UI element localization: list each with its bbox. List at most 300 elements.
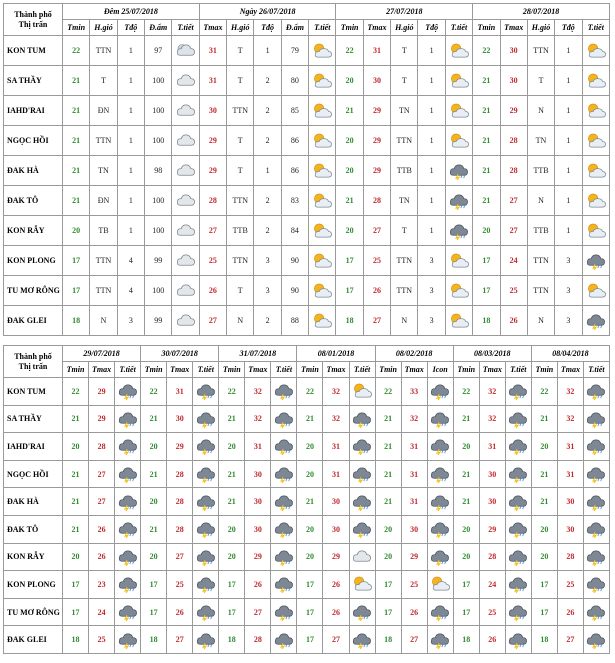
table-row xyxy=(4,515,610,543)
cloudy-icon xyxy=(172,162,198,180)
value-cell: N xyxy=(391,306,418,336)
weather-icon-cell xyxy=(445,126,472,156)
value-cell: 21 xyxy=(531,488,557,516)
partly-sunny-icon xyxy=(350,382,375,400)
cloudy-icon xyxy=(172,102,198,120)
storm-icon xyxy=(584,465,609,483)
storm-icon xyxy=(584,520,609,538)
forecast-table-2 xyxy=(3,345,610,654)
value-cell: TTN xyxy=(90,246,117,276)
partly-sunny-icon xyxy=(446,282,472,300)
value-cell: 29 xyxy=(89,405,115,433)
weather-icon-cell xyxy=(505,543,531,571)
value-cell: 27 xyxy=(363,306,390,336)
value-cell: 1 xyxy=(117,216,144,246)
storm-icon xyxy=(584,410,609,428)
value-cell: 31 xyxy=(323,433,349,461)
value-cell: TTB xyxy=(527,216,554,246)
weather-icon-cell xyxy=(115,598,141,626)
date-group-header: 29/07/2018 xyxy=(63,346,141,362)
table-row xyxy=(4,276,610,306)
value-cell: 1 xyxy=(418,216,445,246)
value-cell: 21 xyxy=(473,96,500,126)
storm-icon xyxy=(428,437,453,455)
weather-icon-cell xyxy=(582,156,609,186)
weather-icon-cell xyxy=(271,515,297,543)
value-cell: 31 xyxy=(557,460,583,488)
weather-icon-cell xyxy=(582,66,609,96)
value-cell: 21 xyxy=(297,488,323,516)
value-cell: 25 xyxy=(479,598,505,626)
column-header: Tmax xyxy=(167,362,193,378)
storm-icon xyxy=(506,631,531,649)
weather-icon-cell xyxy=(349,378,375,406)
partly-cloudy-night-icon xyxy=(172,42,198,60)
value-cell: 29 xyxy=(245,543,271,571)
weather-icon-cell xyxy=(349,405,375,433)
weather-icon-cell xyxy=(309,246,336,276)
weather-icon-cell xyxy=(309,186,336,216)
value-cell: 1 xyxy=(555,186,582,216)
value-cell: 28 xyxy=(167,460,193,488)
value-cell: 20 xyxy=(531,515,557,543)
cloudy-icon xyxy=(172,312,198,330)
storm-icon xyxy=(446,162,472,180)
value-cell: 80 xyxy=(281,66,308,96)
value-cell: 28 xyxy=(167,488,193,516)
storm-icon xyxy=(115,520,140,538)
value-cell: 20 xyxy=(453,515,479,543)
value-cell: 1 xyxy=(254,156,281,186)
weather-icon-cell xyxy=(309,66,336,96)
weather-icon-cell xyxy=(349,626,375,654)
weather-icon-cell xyxy=(172,126,199,156)
value-cell: 17 xyxy=(63,598,89,626)
value-cell: 21 xyxy=(63,488,89,516)
value-cell: 18 xyxy=(473,306,500,336)
value-cell: 20 xyxy=(473,216,500,246)
value-cell: 21 xyxy=(63,156,90,186)
partly-sunny-icon xyxy=(309,102,335,120)
value-cell: 83 xyxy=(281,186,308,216)
value-cell: 3 xyxy=(555,306,582,336)
city-header: Thành phố Thị trấn xyxy=(4,346,63,378)
value-cell: TN xyxy=(391,186,418,216)
column-header: Tmax xyxy=(89,362,115,378)
value-cell: 21 xyxy=(375,433,401,461)
weather-icon-cell xyxy=(583,598,609,626)
partly-sunny-icon xyxy=(309,192,335,210)
value-cell: 17 xyxy=(453,598,479,626)
column-header: Tmax xyxy=(363,20,390,36)
weather-icon-cell xyxy=(193,405,219,433)
weather-icon-cell xyxy=(115,405,141,433)
storm-icon xyxy=(428,465,453,483)
value-cell: 1 xyxy=(555,36,582,66)
weather-icon-cell xyxy=(445,156,472,186)
storm-icon xyxy=(350,520,375,538)
value-cell: 18 xyxy=(531,626,557,654)
value-cell: 29 xyxy=(363,126,390,156)
date-group-header: 27/07/2018 xyxy=(336,4,473,20)
value-cell: 2 xyxy=(254,96,281,126)
value-cell: 20 xyxy=(219,433,245,461)
value-cell: 24 xyxy=(479,571,505,599)
weather-icon-cell xyxy=(445,96,472,126)
value-cell: 30 xyxy=(167,405,193,433)
partly-sunny-icon xyxy=(583,222,609,240)
value-cell: 84 xyxy=(281,216,308,246)
storm-icon xyxy=(115,603,140,621)
value-cell: 27 xyxy=(500,186,527,216)
partly-sunny-icon xyxy=(309,42,335,60)
value-cell: 30 xyxy=(479,460,505,488)
value-cell: 20 xyxy=(336,126,363,156)
value-cell: 1 xyxy=(117,96,144,126)
storm-icon xyxy=(428,493,453,511)
value-cell: 26 xyxy=(401,598,427,626)
partly-sunny-icon xyxy=(583,132,609,150)
value-cell: 20 xyxy=(141,433,167,461)
value-cell: 21 xyxy=(63,460,89,488)
value-cell: 18 xyxy=(453,626,479,654)
value-cell: 1 xyxy=(555,126,582,156)
storm-icon xyxy=(350,603,375,621)
column-header: Tmin xyxy=(297,362,323,378)
partly-sunny-icon xyxy=(309,282,335,300)
value-cell: TN xyxy=(527,126,554,156)
value-cell: 29 xyxy=(500,96,527,126)
value-cell: 21 xyxy=(473,126,500,156)
weather-icon-cell xyxy=(427,488,453,516)
storm-icon xyxy=(506,575,531,593)
value-cell: 27 xyxy=(401,626,427,654)
value-cell: 17 xyxy=(336,276,363,306)
value-cell: 29 xyxy=(167,433,193,461)
weather-icon-cell xyxy=(427,571,453,599)
value-cell: 25 xyxy=(89,626,115,654)
storm-icon xyxy=(193,548,218,566)
weather-icon-cell xyxy=(271,598,297,626)
storm-icon xyxy=(271,437,296,455)
storm-icon xyxy=(193,493,218,511)
value-cell: 1 xyxy=(418,36,445,66)
value-cell: 20 xyxy=(297,433,323,461)
column-header: H.gió xyxy=(90,20,117,36)
date-group-header: 08/01/2018 xyxy=(297,346,375,362)
value-cell: 17 xyxy=(531,571,557,599)
weather-icon-cell xyxy=(427,515,453,543)
partly-sunny-icon xyxy=(583,192,609,210)
value-cell: 32 xyxy=(479,378,505,406)
column-header: Tmax xyxy=(199,20,226,36)
value-cell: 28 xyxy=(479,543,505,571)
weather-icon-cell xyxy=(505,405,531,433)
value-cell: ĐN xyxy=(90,96,117,126)
value-cell: 1 xyxy=(117,66,144,96)
value-cell: TTB xyxy=(527,156,554,186)
storm-icon xyxy=(115,382,140,400)
value-cell: 1 xyxy=(418,156,445,186)
value-cell: 20 xyxy=(219,515,245,543)
storm-icon xyxy=(583,252,609,270)
weather-icon-cell xyxy=(193,515,219,543)
weather-icon-cell xyxy=(349,598,375,626)
value-cell: 21 xyxy=(219,405,245,433)
value-cell: 1 xyxy=(117,36,144,66)
partly-sunny-icon xyxy=(309,132,335,150)
column-header: Tđộ xyxy=(555,20,582,36)
value-cell: 17 xyxy=(141,571,167,599)
value-cell: 30 xyxy=(245,460,271,488)
partly-sunny-icon xyxy=(446,312,472,330)
value-cell: 1 xyxy=(418,96,445,126)
storm-icon xyxy=(271,493,296,511)
value-cell: 20 xyxy=(141,543,167,571)
weather-icon-cell xyxy=(115,571,141,599)
value-cell: 23 xyxy=(89,571,115,599)
date-group-header: 28/07/2018 xyxy=(473,4,610,20)
value-cell: 90 xyxy=(281,246,308,276)
date-group-header: Ngày 26/07/2018 xyxy=(199,4,336,20)
weather-icon-cell xyxy=(505,433,531,461)
column-header: T.tiết xyxy=(505,362,531,378)
value-cell: 30 xyxy=(323,488,349,516)
value-cell: 21 xyxy=(63,515,89,543)
weather-icon-cell xyxy=(309,156,336,186)
weather-icon-cell xyxy=(172,246,199,276)
value-cell: T xyxy=(391,66,418,96)
storm-icon xyxy=(115,465,140,483)
weather-icon-cell xyxy=(349,543,375,571)
value-cell: 4 xyxy=(117,246,144,276)
weather-icon-cell xyxy=(427,626,453,654)
partly-sunny-icon xyxy=(350,575,375,593)
value-cell: 17 xyxy=(297,598,323,626)
value-cell: 32 xyxy=(245,405,271,433)
value-cell: 27 xyxy=(89,460,115,488)
value-cell: 17 xyxy=(297,626,323,654)
storm-icon xyxy=(271,410,296,428)
city-name: ĐAK GLEI xyxy=(4,626,63,654)
value-cell: TTN xyxy=(527,246,554,276)
storm-icon xyxy=(115,575,140,593)
storm-icon xyxy=(584,575,609,593)
value-cell: 99 xyxy=(145,306,172,336)
weather-icon-cell xyxy=(115,433,141,461)
weather-icon-cell xyxy=(193,598,219,626)
value-cell: 22 xyxy=(297,378,323,406)
weather-icon-cell xyxy=(115,378,141,406)
storm-icon xyxy=(584,493,609,511)
value-cell: 17 xyxy=(63,276,90,306)
value-cell: 99 xyxy=(145,246,172,276)
value-cell: T xyxy=(391,216,418,246)
value-cell: 2 xyxy=(254,306,281,336)
weather-icon-cell xyxy=(349,571,375,599)
storm-icon xyxy=(428,631,453,649)
value-cell: 21 xyxy=(141,460,167,488)
storm-icon xyxy=(115,631,140,649)
cloudy-icon xyxy=(172,252,198,270)
value-cell: N xyxy=(227,306,254,336)
city-name: NGỌC HỒI xyxy=(4,126,63,156)
value-cell: 100 xyxy=(145,186,172,216)
value-cell: 90 xyxy=(281,276,308,306)
column-header: Tmax xyxy=(401,362,427,378)
table-row xyxy=(4,246,610,276)
value-cell: 27 xyxy=(323,626,349,654)
value-cell: T xyxy=(227,276,254,306)
column-header: Tmin xyxy=(63,20,90,36)
value-cell: 1 xyxy=(555,96,582,126)
value-cell: 21 xyxy=(336,186,363,216)
value-cell: 79 xyxy=(281,36,308,66)
value-cell: 17 xyxy=(63,571,89,599)
weather-icon-cell xyxy=(309,36,336,66)
value-cell: 26 xyxy=(245,571,271,599)
value-cell: 2 xyxy=(254,216,281,246)
value-cell: 22 xyxy=(453,378,479,406)
column-header: Tmin xyxy=(473,20,500,36)
value-cell: 100 xyxy=(145,96,172,126)
value-cell: 17 xyxy=(473,246,500,276)
weather-icon-cell xyxy=(193,626,219,654)
forecast-table-1 xyxy=(3,3,610,336)
value-cell: 31 xyxy=(167,378,193,406)
weather-icon-cell xyxy=(583,433,609,461)
storm-icon xyxy=(271,603,296,621)
storm-icon xyxy=(193,603,218,621)
storm-icon xyxy=(584,548,609,566)
city-name: NGỌC HỒI xyxy=(4,460,63,488)
value-cell: 25 xyxy=(557,571,583,599)
storm-icon xyxy=(446,192,472,210)
value-cell: TTB xyxy=(391,156,418,186)
column-header: T.tiết xyxy=(193,362,219,378)
value-cell: 29 xyxy=(479,515,505,543)
value-cell: 20 xyxy=(63,433,89,461)
value-cell: 1 xyxy=(555,216,582,246)
storm-icon xyxy=(271,382,296,400)
storm-icon xyxy=(583,312,609,330)
value-cell: 3 xyxy=(254,246,281,276)
storm-icon xyxy=(193,520,218,538)
table-row xyxy=(4,156,610,186)
weather-icon-cell xyxy=(445,36,472,66)
table-row xyxy=(4,405,610,433)
storm-icon xyxy=(350,493,375,511)
value-cell: TTN xyxy=(90,276,117,306)
partly-sunny-icon xyxy=(446,72,472,90)
table-row xyxy=(4,626,610,654)
value-cell: 3 xyxy=(555,246,582,276)
storm-icon xyxy=(584,603,609,621)
value-cell: 3 xyxy=(117,306,144,336)
value-cell: 88 xyxy=(281,306,308,336)
city-name: KON PLONG xyxy=(4,571,63,599)
weather-icon-cell xyxy=(583,543,609,571)
city-name: IAHD'RAI xyxy=(4,96,63,126)
value-cell: 28 xyxy=(363,186,390,216)
weather-icon-cell xyxy=(349,515,375,543)
weather-icon-cell xyxy=(309,126,336,156)
value-cell: 27 xyxy=(245,598,271,626)
partly-sunny-icon xyxy=(309,312,335,330)
column-header: Tmin xyxy=(336,20,363,36)
weather-icon-cell xyxy=(271,626,297,654)
weather-icon-cell xyxy=(583,515,609,543)
weather-icon-cell xyxy=(445,216,472,246)
value-cell: 27 xyxy=(199,306,226,336)
column-header: H.gió xyxy=(227,20,254,36)
value-cell: 30 xyxy=(199,96,226,126)
value-cell: 17 xyxy=(141,598,167,626)
value-cell: 21 xyxy=(141,405,167,433)
partly-sunny-icon xyxy=(309,162,335,180)
weather-icon-cell xyxy=(582,126,609,156)
storm-icon xyxy=(271,548,296,566)
cloudy-icon xyxy=(172,192,198,210)
value-cell: 20 xyxy=(297,460,323,488)
table-row xyxy=(4,378,610,406)
storm-icon xyxy=(584,437,609,455)
table-row xyxy=(4,216,610,246)
value-cell: 30 xyxy=(323,515,349,543)
storm-icon xyxy=(506,465,531,483)
column-header: T.tiết xyxy=(445,20,472,36)
city-name: IAHD'RAI xyxy=(4,433,63,461)
value-cell: 21 xyxy=(375,405,401,433)
value-cell: 25 xyxy=(500,276,527,306)
weather-icon-cell xyxy=(505,460,531,488)
value-cell: 20 xyxy=(297,543,323,571)
value-cell: 22 xyxy=(219,378,245,406)
storm-icon xyxy=(428,603,453,621)
storm-icon xyxy=(506,437,531,455)
value-cell: 22 xyxy=(141,378,167,406)
storm-icon xyxy=(584,631,609,649)
value-cell: 21 xyxy=(63,66,90,96)
weather-icon-cell xyxy=(271,460,297,488)
value-cell: 31 xyxy=(199,36,226,66)
value-cell: 2 xyxy=(254,126,281,156)
weather-icon-cell xyxy=(445,66,472,96)
partly-sunny-icon xyxy=(446,42,472,60)
value-cell: 26 xyxy=(167,598,193,626)
value-cell: 18 xyxy=(375,626,401,654)
weather-icon-cell xyxy=(349,488,375,516)
weather-icon-cell xyxy=(172,306,199,336)
value-cell: 26 xyxy=(323,598,349,626)
table-row xyxy=(4,433,610,461)
weather-icon-cell xyxy=(271,571,297,599)
storm-icon xyxy=(506,603,531,621)
storm-icon xyxy=(271,575,296,593)
value-cell: 2 xyxy=(254,186,281,216)
value-cell: 22 xyxy=(531,378,557,406)
weather-icon-cell xyxy=(583,488,609,516)
weather-icon-cell xyxy=(583,571,609,599)
value-cell: TTN xyxy=(90,126,117,156)
value-cell: TTN xyxy=(391,126,418,156)
value-cell: 17 xyxy=(219,571,245,599)
weather-icon-cell xyxy=(115,488,141,516)
column-header: Tmax xyxy=(500,20,527,36)
partly-sunny-icon xyxy=(583,102,609,120)
storm-icon xyxy=(584,382,609,400)
column-header: Tmax xyxy=(245,362,271,378)
